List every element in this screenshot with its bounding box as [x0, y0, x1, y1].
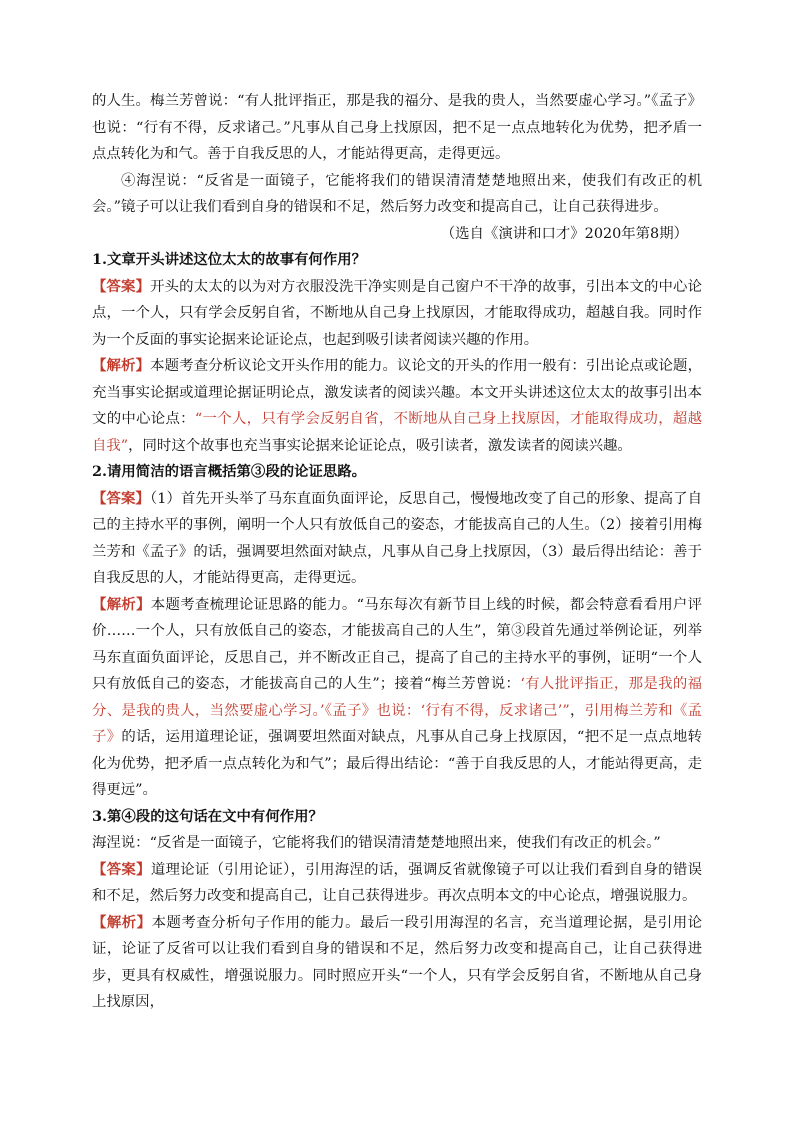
question-3: 3.第④段的这句话在文中有何作用？	[92, 807, 323, 825]
answer-2-text: （1）首先开头举了马东直面负面评论，反思自己，慢慢地改变了自己的形象、提高了自己的主持水平的事例，阐明一个人只有放低自己的姿态，才能拔高自己的人生。（2）接着引用梅兰芳和《孟子》的话，强调要坦然面对缺点，凡事从自己身上找原因，（3）最后得出结论：善于自我反思的人，才能站得更高，走得更远。	[92, 490, 702, 586]
analysis-label: 【解析】	[92, 357, 151, 374]
answer-label: 【答案】	[92, 860, 151, 878]
analysis-2	[92, 592, 702, 804]
analysis-1-highlight: “一个人，只有学会反躬自省，不断地从自己身上找原因，才能取得成功，超越自我”	[92, 411, 702, 454]
answer-1	[92, 274, 702, 354]
answer-3-text: 道理论证（引用论证），引用海涅的话，强调反省就像镜子可以让我们看到自身的错误和不足，然后努力改变和提高自己，让自己获得进步。再次点明本文的中心论点，增强说服力。	[92, 861, 702, 904]
source-citation: （选自《演讲和口才》2020年第8期）	[440, 225, 688, 242]
question-3-quote: 海涅说：“反省是一面镜子，它能将我们的错误清清楚楚地照出来，使我们有改正的机会。”	[92, 835, 661, 851]
analysis-2-text-mid: ，	[569, 702, 585, 719]
analysis-2-text-a: 本题考查梳理论证思路的能力。“马东每次有新节目上线的时候，都会特意看看用户评价……一个人，只有放低自己的姿态，才能拔高自己的人生”，第③段首先通过举例论证，列举马东直面负面评论，反思自己，并不断改正自己，提高了自己的主持水平的事例，证明“一个人只有放低自己的姿态，才能拔高自己的人生”；接着“梅兰芳曾说：	[92, 596, 702, 692]
analysis-label: 【解析】	[92, 913, 152, 931]
analysis-1	[92, 353, 702, 459]
answer-label: 【答案】	[92, 489, 150, 507]
question-2: 2.请用简洁的语言概括第③段的论证思路。	[92, 463, 367, 480]
answer-label: 【答案】	[92, 277, 151, 295]
intro-paragraph: 的人生。梅兰芳曾说：“有人批评指正，那是我的福分、是我的贵人，当然要虚心学习。”《孟子》也说：“行有不得，反求诸己。”凡事从自己身上找原因，把不足一点点地转化为优势，把矛盾一点点转化为和气。善于自我反思的人，才能站得更高，走得更远。	[92, 93, 702, 162]
answer-3	[92, 857, 702, 910]
analysis-2-highlight-1: ‘有人批评指正，那是我的福分、是我的贵人，当然要虚心学习。’《孟子》也说：‘行有不得，反求诸己’”	[92, 676, 703, 719]
analysis-1-text-b: ，同时这个故事也充当事实论据来论证论点，吸引读者，激发读者的阅读兴趣。	[128, 437, 632, 454]
analysis-3	[92, 910, 702, 1016]
analysis-1-text-a: 本题考查分析议论文开头作用的能力。议论文的开头的作用一般有：引出论点或论题，充当事实论据或道理论据证明论点，激发读者的阅读兴趣。本文开头讲述这位太太的故事引出本文的中心论点：	[92, 358, 702, 427]
answer-2	[92, 486, 702, 592]
analysis-2-highlight-2: 引用梅兰芳和《孟子》	[92, 702, 702, 745]
analysis-label: 【解析】	[92, 595, 151, 613]
analysis-3-text: 本题考查分析句子作用的能力。最后一段引用海涅的名言，充当道理论据，是引用论证，论证了反省可以让我们看到自身的错误和不足，然后努力改变和提高自己，让自己获得进步，更具有权威性，增强说服力。同时照应开头“一个人，只有学会反躬自省，不断地从自己身上找原因，	[92, 914, 702, 1010]
analysis-2-text-b: 的话，运用道理论证，强调要坦然面对缺点，凡事从自己身上找原因，“把不足一点点地转化为优势，把矛盾一点点转化为和气”；最后得出结论：“善于自我反思的人，才能站得更高，走得更远”。	[92, 729, 702, 798]
paragraph-4: ④海涅说：“反省是一面镜子，它能将我们的错误清清楚楚地照出来，使我们有改正的机会。”镜子可以让我们看到自身的错误和不足，然后努力改变和提高自己，让自己获得进步。	[92, 172, 702, 215]
question-1: 1.文章开头讲述这位太太的故事有何作用？	[92, 251, 367, 268]
answer-1-text: 开头的太太的以为对方衣服没洗干净实则是自己窗户不干净的故事，引出本文的中心论点，一个人，只有学会反躬自省，不断地从自己身上找原因，才能取得成功，超越自我。同时作为一个反面的事实论据来论证论点，也起到吸引读者阅读兴趣的作用。	[92, 278, 702, 348]
